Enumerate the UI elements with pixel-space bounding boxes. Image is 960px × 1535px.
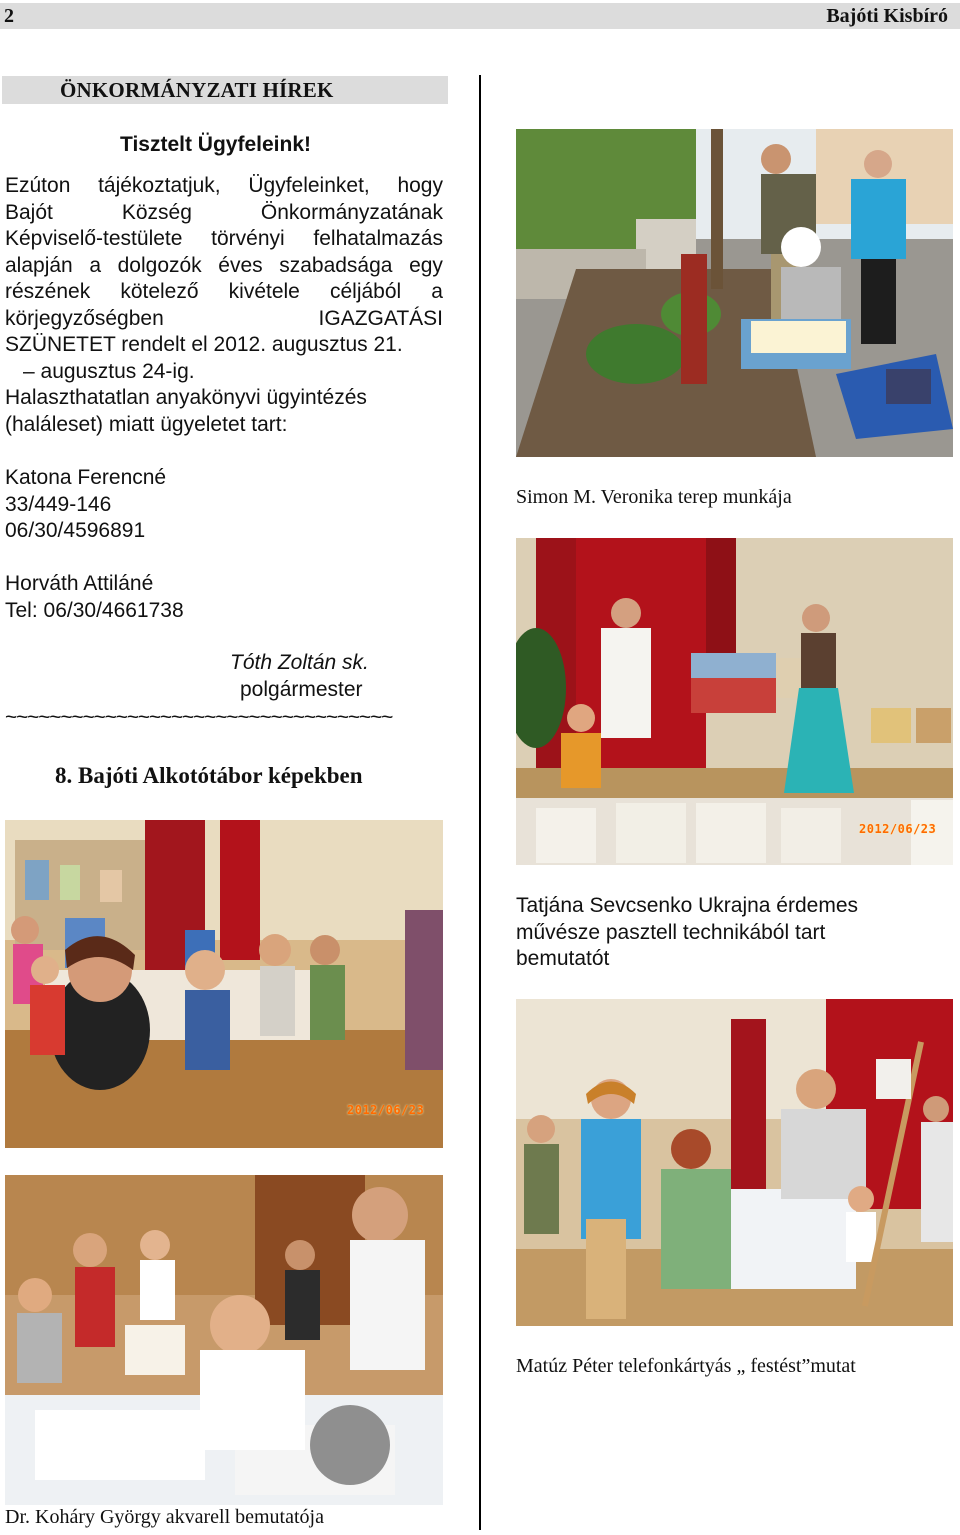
paragraph-word: kivétele (228, 280, 300, 303)
caption-line: Tatjána Sevcsenko Ukrajna érdemes (516, 894, 859, 917)
column-divider (479, 75, 481, 1530)
contact-phone: Tel: 06/30/4661738 (5, 598, 184, 622)
paragraph-word: IGAZGATÁSI (318, 306, 443, 330)
photo-date-stamp: 2012/06/23 (859, 822, 937, 836)
paragraph-word: Község (121, 200, 192, 224)
paragraph-word: szabadsága (279, 253, 393, 277)
section-title: ÖNKORMÁNYZATI HÍREK (60, 78, 334, 102)
paragraph-word: a (431, 280, 443, 303)
paragraph-word: tájékoztatjuk, (98, 174, 221, 197)
photo-caption-simon: Simon M. Veronika terep munkája (516, 486, 792, 508)
contact-katona (5, 465, 443, 545)
contact-name: Katona Ferencné (5, 466, 167, 489)
duty-line: (haláleset) miatt ügyeletet tart: (5, 412, 288, 436)
paragraph-word: a (89, 253, 102, 277)
page-header-bar (0, 3, 960, 29)
paragraph-word: éves (218, 253, 263, 277)
paragraph-line (5, 200, 443, 227)
pastel-demo-photo (516, 538, 953, 865)
paragraph-line: SZÜNETET rendelt el 2012. augusztus 21. (5, 333, 403, 356)
caption-line: bemutatót (516, 947, 610, 970)
paragraph-word: felhatalmazás (313, 227, 443, 250)
paragraph-word: hogy (397, 174, 443, 197)
photo-date-stamp: 2012/06/23 (347, 1103, 425, 1117)
photo-caption-sevcsenko (516, 893, 858, 973)
paragraph-line (5, 226, 443, 253)
announcement-paragraph (5, 173, 443, 438)
paragraph-word: körjegyzőségben (5, 306, 164, 330)
phonecard-painting-photo (516, 999, 953, 1326)
photo-caption-kohary: Dr. Koháry György akvarell bemutatója (5, 1506, 324, 1528)
paragraph-line (5, 173, 443, 200)
paragraph-word: egy (409, 253, 443, 277)
paragraph-line (5, 253, 443, 280)
paragraph-line (5, 306, 443, 333)
paragraph-word: Ezúton (5, 174, 71, 197)
publication-title: Bajóti Kisbíró (826, 5, 948, 27)
workshop-room-photo (5, 820, 443, 1148)
separator-line: ~~~~~~~~~~~~~~~~~~~~~~~~~~~~~~~~~~~ (5, 706, 393, 729)
paragraph-word: Ügyfeleinket, (248, 174, 370, 197)
paragraph-word: részének (5, 280, 91, 303)
contact-horvath (5, 571, 443, 624)
photo-caption-matuz: Matúz Péter telefonkártyás „ festést”mutat (516, 1355, 856, 1377)
paragraph-word: Képviselő-testülete (5, 227, 183, 250)
signature-title: polgármester (240, 678, 363, 701)
salutation: Tisztelt Ügyfeleink! (120, 133, 311, 156)
paragraph-word: Önkormányzatának (260, 200, 443, 224)
paragraph-word: céljából (329, 280, 402, 303)
paragraph-word: Bajót (5, 200, 53, 224)
paragraph-word: törvényi (211, 227, 285, 250)
page-number: 2 (4, 5, 14, 27)
paragraph-line (5, 279, 443, 306)
paragraph-word: dolgozók (117, 253, 202, 277)
camp-title: 8. Bajóti Alkotótábor képekben (55, 763, 363, 788)
outdoor-painting-photo (516, 129, 953, 457)
paragraph-word: alapján (5, 253, 73, 277)
contact-name: Horváth Attiláné (5, 572, 154, 595)
caption-line: művésze pasztell technikából tart (516, 920, 826, 944)
signature-name: Tóth Zoltán sk. (230, 651, 369, 674)
duty-line: Halaszthatatlan anyakönyvi ügyintézés (5, 386, 367, 409)
contact-phone: 06/30/4596891 (5, 519, 146, 542)
watercolor-demo-photo (5, 1175, 443, 1505)
paragraph-line: – augusztus 24-ig. (23, 359, 195, 383)
paragraph-word: kötelező (120, 280, 199, 303)
contact-phone: 33/449-146 (5, 492, 112, 516)
